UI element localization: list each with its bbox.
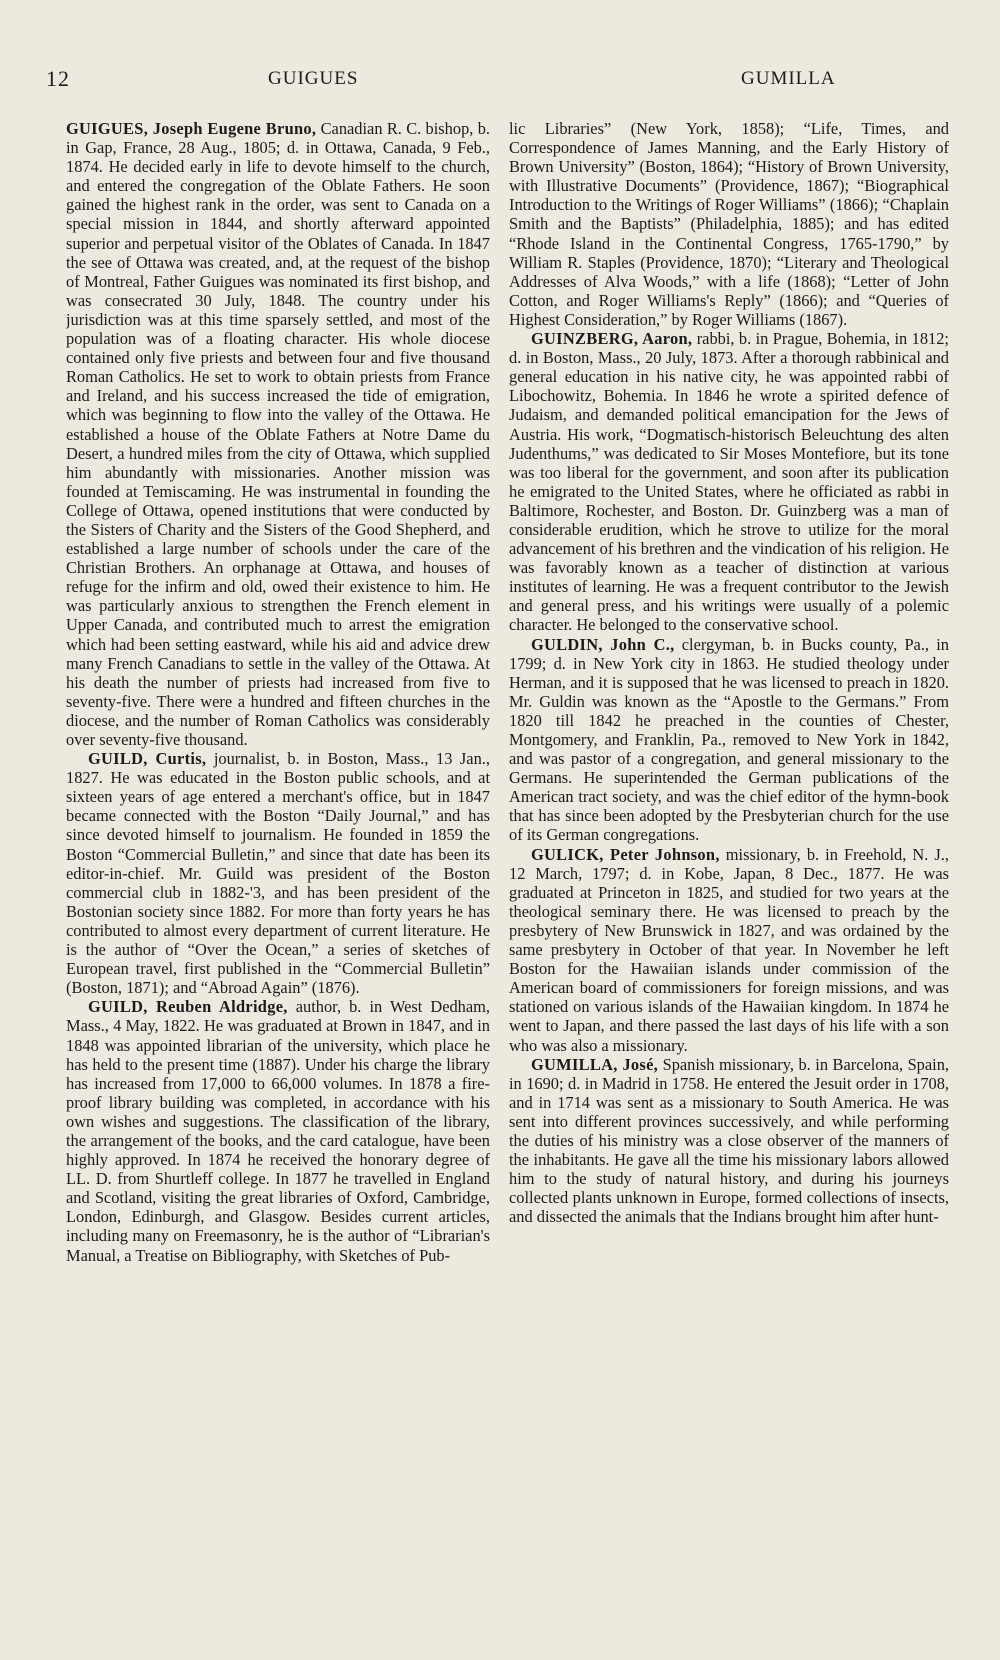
headword: GUILD, Reuben Aldridge, xyxy=(88,997,288,1017)
entry-gumilla xyxy=(509,1055,949,1227)
entry-guinzberg xyxy=(509,329,949,635)
entry-guild-curtis xyxy=(66,749,490,997)
headword: GUMILLA, José, xyxy=(531,1054,659,1074)
page-number: 12 xyxy=(46,66,70,91)
headword: GUIGUES, Joseph Eugene Bruno, xyxy=(66,119,317,138)
entry-text: author, b. in West Dedham, Mass., 4 May, 1822. He was graduated at Brown in 1847, and in 1848 was appointed librarian of the university, which place he has held to the present time (1887). Under his charge the library has increased from 17,000 to 66,000 volumes. In 1878 a fire-proof library building was completed, in accordance with his own wishes and suggestions. The classification of the library, the arrangement of the books, and the card catalogue, have been highly approved. In 1874 he received the honorary degree of LL. D. from Shurtleff college. In 1877 he travelled in England and Scotland, visiting the great libraries of Oxford, Cambridge, London, Edinburgh, and Glasgow. Besides current articles, including many on Freemasonry, he is the author of “Librarian's Manual, a Treatise on Bibliography, with Sketches of Pub- xyxy=(66,997,490,1265)
entry-guigues xyxy=(66,119,490,749)
headword: GULDIN, John C., xyxy=(531,634,675,654)
entry-text: clergyman, b. in Bucks county, Pa., in 1799; d. in New York city in 1863. He studied theology under Herman, and it is supposed that he was licensed to preach in 1820. Mr. Guldin was known as the “Apostle to the Germans.” From 1820 till 1842 he preached in the counties of Chester, Montgomery, and Franklin, Pa., removed to New York in 1842, and was pastor of a congregation, and general missionary to the Germans. He superintended the German publications of the American tract society, and was the chief editor of the hymn-book that has since been adopted by the Presbyterian church for the use of its German congregations. xyxy=(509,634,949,845)
entry-text: journalist, b. in Boston, Mass., 13 Jan., 1827. He was educated in the Boston public schools, and at sixteen years of age entered a merchant's office, but in 1847 became connected with the Boston “Daily Journal,” and has since devoted himself to journalism. He founded in 1859 the Boston “Commercial Bulletin,” and since that date has been its editor-in-chief. Mr. Guild was president of the Boston commercial club in 1882-'3, and has been president of the Bostonian society since 1882. For more than forty years he has contributed to almost every department of current literature. He is the author of “Over the Ocean,” a series of sketches of European travel, first published in the “Commercial Bulletin” (Boston, 1871); and “Abroad Again” (1876). xyxy=(66,749,490,998)
entry-text: Canadian R. C. bishop, b. in Gap, France, 28 Aug., 1805; d. in Ottawa, Canada, 9 Feb., 1874. He decided early in life to devote himself to the church, and entered the congregation of the Oblate Fathers. He soon gained the highest rank in the order, was sent to Canada on a special mission in 1844, and shortly afterward appointed superior and perpetual visitor of the Oblates of Canada. In 1847 the see of Ottawa was created, and, at the request of the bishop of Montreal, Father Guigues was nominated its first bishop, and was consecrated 30 July, 1848. The country under his jurisdiction was at this time sparsely settled, and most of the population was of a floating character. His whole diocese contained only five priests and between four and five thousand Roman Catholics. He set to work to obtain priests from France and Ireland, and his success increased the tide of emigration, which was beginning to flow into the valley of the Ottawa. He established a house of the Oblate Fathers at Notre Dame du Desert, a hundred miles from the city of Ottawa, which supplied him abundantly with missionaries. Another mission was founded at Temiscaming. He was instrumental in founding the College of Ottawa, opened institutions that were conducted by the Sisters of Charity and the Sisters of the Good Shepherd, and established a large number of schools under the care of the Christian Brothers. An orphanage at Ottawa, and houses of refuge for the infirm and old, owed their existence to him. He was particularly anxious to strengthen the French element in Upper Canada, and contributed much to arrest the emigration which had been setting eastward, while his aid and advice drew many French Canadians to settle in the valley of the Ottawa. At his death the number of priests had increased from five to seventy-five. There were a hundred and fifteen churches in the diocese, and the number of Roman Catholics was considerably over seventy-five thousand. xyxy=(66,119,490,749)
headword: GUINZBERG, Aaron, xyxy=(531,329,693,349)
right-column xyxy=(509,119,949,1639)
entry-guldin xyxy=(509,635,949,845)
entry-text: rabbi, b. in Prague, Bohemia, in 1812; d. in Boston, Mass., 20 July, 1873. After a thorough rabbinical and general education in his native city, he was appointed rabbi of Libochowitz, Bohemia. In 1846 he wrote a spirited defence of Judaism, and demanded political emancipation for the Jews of Austria. His work, “Dogmatisch-historisch Beleuchtung des alten Judenthums,” was dedicated to Sir Moses Montefiore, but its tone was too liberal for the government, and soon after its publication he emigrated to the United States, where he officiated as rabbi in Baltimore, Rochester, and Boston. Dr. Guinzberg was a man of considerable erudition, which he strove to utilize for the moral advancement of his brethren and the vindication of his religion. He was favorably known as a teacher of distinction at various institutes of learning. He was a frequent contributor to the Jewish and general press, and his writings were usually of a polemic character. He belonged to the conservative school. xyxy=(509,329,949,635)
right-running-heading: GUMILLA xyxy=(741,68,836,89)
entry-gulick xyxy=(509,845,949,1055)
headword: GULICK, Peter Johnson, xyxy=(531,844,720,864)
left-running-heading: GUIGUES xyxy=(268,68,359,89)
headword: GUILD, Curtis, xyxy=(88,749,207,769)
left-column xyxy=(66,119,490,1639)
continuation-text: lic Libraries” (New York, 1858); “Life, Times, and Correspondence of James Manning, and the Early History of Brown University” (Boston, 1864); “History of Brown University, with Illustrative Documents” (Providence, 1867); “Biographical Introduction to the Writings of Roger Williams” (1866); “Chaplain Smith and the Baptists” (Philadelphia, 1885); and has edited “Rhode Island in the Continental Congress, 1765-1790,” by William R. Staples (Providence, 1870); “Literary and Theological Addresses of Alva Woods,” with a life (1868); “Letter of John Cotton, and Roger Williams's Reply” (1866); and “Queries of Highest Consideration,” by Roger Williams (1867). xyxy=(509,119,949,329)
entry-guild-reuben xyxy=(66,997,490,1264)
entry-text: missionary, b. in Freehold, N. J., 12 March, 1797; d. in Kobe, Japan, 8 Dec., 1877. He was graduated at Princeton in 1825, and studied for two years at the theological seminary there. He was licensed to preach by the presbytery of New Brunswick in 1827, and was ordained by the same presbytery in October of that year. In November he left Boston for the Hawaiian islands under commission of the American board of commissioners for foreign missions, and was stationed on various islands of the Hawaiian kingdom. In 1874 he went to Japan, and there passed the last days of his life with a son who was also a missionary. xyxy=(509,844,949,1055)
running-head xyxy=(46,66,952,94)
entry-text: Spanish missionary, b. in Barcelona, Spain, in 1690; d. in Madrid in 1758. He entered the Jesuit order in 1708, and in 1714 was sent as a missionary to South America. He was sent into different provinces successively, and while performing the duties of his ministry was a close observer of the manners of the inhabitants. He gave all the time his missionary labors allowed him to the study of natural history, and during his journeys collected plants unknown in Europe, formed collections of insects, and dissected the animals that the Indians brought him after hunt- xyxy=(509,1054,949,1227)
